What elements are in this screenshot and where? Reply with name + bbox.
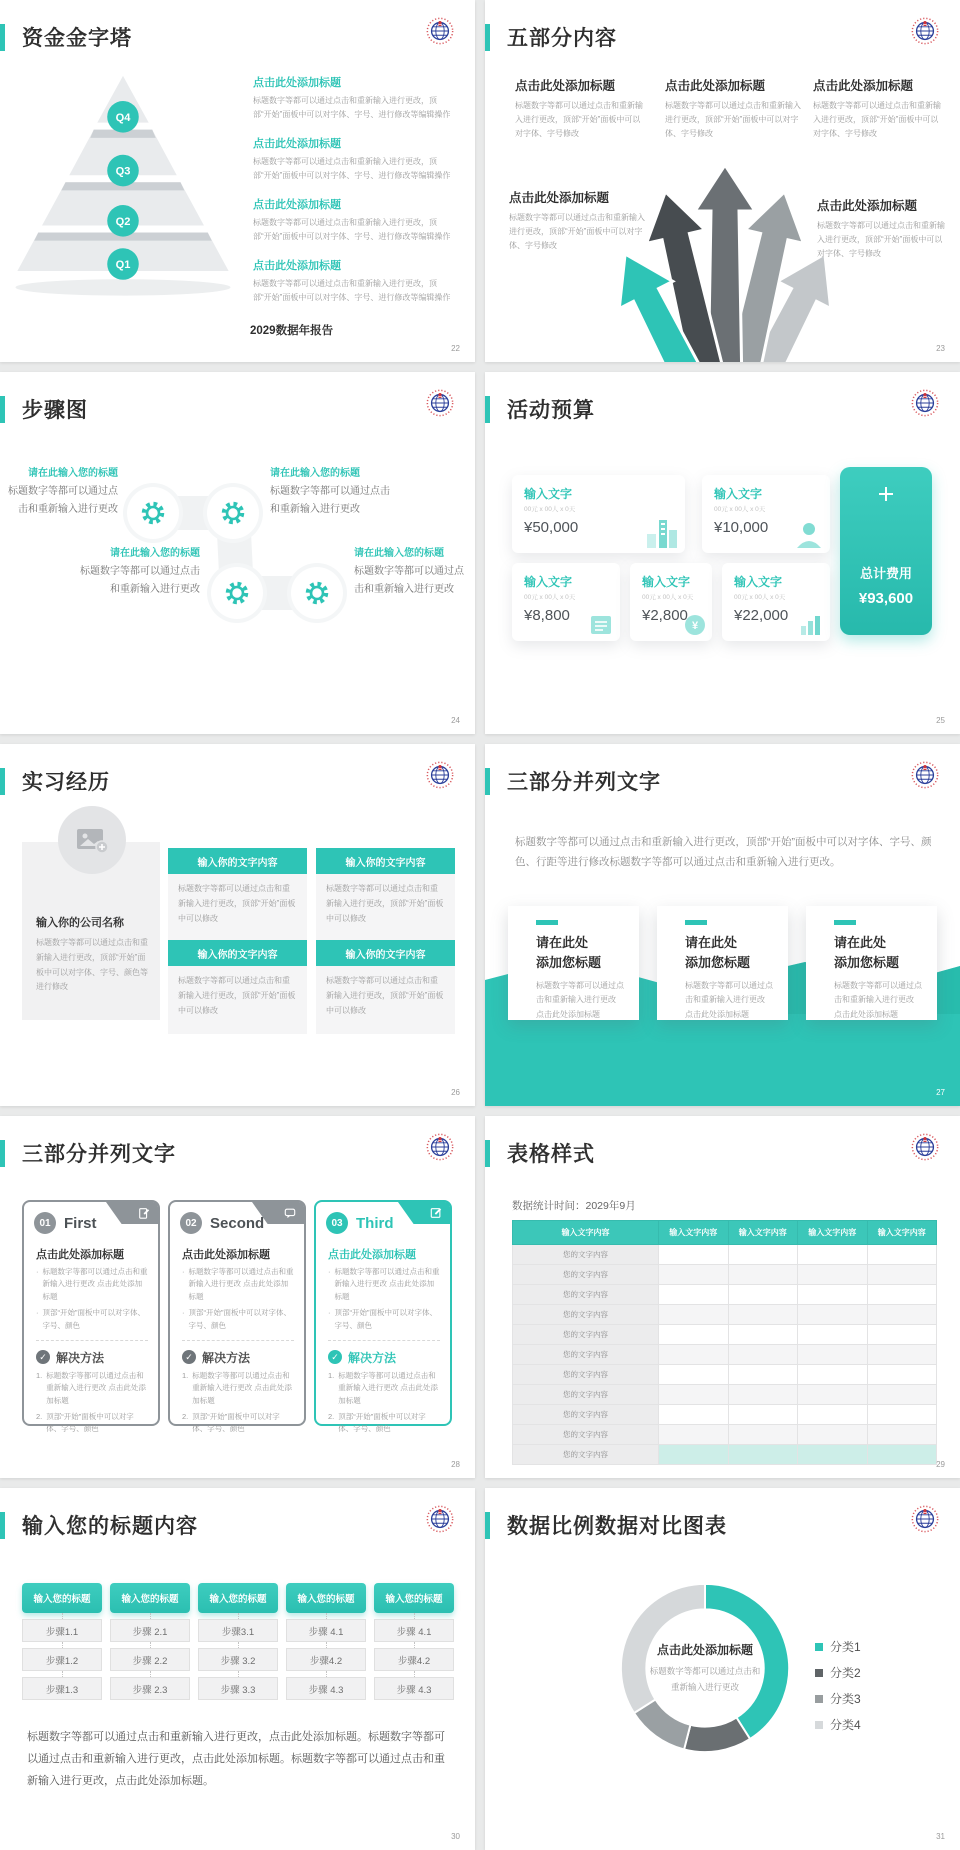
title-accent-bar (0, 24, 5, 51)
card-header: 输入你的文字内容 (316, 848, 455, 874)
card-title: 输入文字 (714, 487, 763, 501)
page-number: 24 (451, 716, 460, 725)
table-row (513, 1425, 937, 1445)
donut-center-title: 点击此处添加标题 (656, 1643, 753, 1658)
slide-footer-text: 2029数据年报告 (250, 325, 334, 337)
slide-29-table-style[interactable] (485, 1116, 960, 1478)
slide-22-funds-pyramid[interactable] (0, 0, 475, 362)
org-logo (910, 388, 940, 418)
card-number: 03 (326, 1212, 348, 1234)
card-number: 01 (34, 1212, 56, 1234)
table-row (513, 1245, 937, 1265)
block-body: 标题数字等都可以通过点击和重新输入进行更改 (270, 486, 390, 515)
table-row (513, 1405, 937, 1425)
title-accent-bar (485, 768, 490, 795)
page-number: 30 (451, 1832, 460, 1841)
card-title-line1: 请在此处 (685, 935, 738, 950)
company-name: 输入你的公司名称 (36, 917, 124, 929)
page-number: 22 (451, 344, 460, 353)
numbered-item: 标题数字等都可以通过点击和重新输入进行更改 点击此处添加标题 (46, 1370, 146, 1405)
divider (182, 1340, 294, 1341)
numbered-item: 顶部“开始”面板中可以对字体、字号、颜色 (192, 1412, 280, 1434)
donut-center-text (617, 1580, 793, 1756)
text-block (509, 188, 649, 253)
block-heading: 点击此处添加标题 (817, 199, 918, 213)
step-box: 步骤 4.3 (374, 1677, 454, 1700)
column-header-button[interactable]: 输入您的标题 (110, 1583, 190, 1613)
numbered-item: 标题数字等都可以通过点击和重新输入进行更改 点击此处添加标题 (192, 1370, 292, 1405)
block-heading: 点击此处添加标题 (515, 79, 616, 93)
row-label: 您的文字内容 (513, 1345, 659, 1365)
card-heading: 点击此处添加标题 (182, 1249, 270, 1261)
total-cost-card (840, 467, 932, 635)
text-block (253, 74, 455, 121)
card-header: 输入你的文字内容 (168, 848, 307, 874)
block-body: 标题数字等都可以通过点击和重新输入进行更改 (80, 566, 200, 595)
legend-item (815, 1664, 861, 1681)
block-heading: 点击此处添加标题 (253, 199, 341, 211)
text-card (316, 848, 455, 942)
teal-dash (685, 920, 707, 925)
block-body: 标题数字等都可以通过点击和重新输入进行更改，顶部“开始”面板中可以对字体、字号修改 (509, 213, 645, 250)
legend-label: 分类4 (830, 1718, 861, 1732)
page-number: 26 (451, 1088, 460, 1097)
page-number: 25 (936, 716, 945, 725)
numbered-item: 顶部“开始”面板中可以对字体、字号、颜色 (46, 1412, 134, 1434)
text-block (72, 544, 200, 599)
step-column-5 (374, 1583, 454, 1700)
card-unit: 00元 x 00人 x 0天 (524, 594, 576, 601)
step-box: 步骤 2.2 (110, 1648, 190, 1671)
card-amount: ¥8,800 (524, 607, 570, 624)
title-accent-bar (485, 1140, 490, 1167)
block-body: 标题数字等都可以通过点击和重新输入进行更改 (354, 566, 464, 595)
budget-card (512, 475, 685, 553)
row-label: 您的文字内容 (513, 1425, 659, 1445)
page-title: 步骤图 (22, 399, 88, 422)
page-title: 资金金字塔 (22, 27, 132, 50)
block-heading: 请在此输入您的标题 (28, 468, 118, 479)
solution-heading: 解决方法 (202, 1350, 251, 1365)
bullet-item: 顶部“开始”面板中可以对字体、字号、颜色 (42, 1308, 145, 1330)
slide-30-steps-columns[interactable] (0, 1488, 475, 1850)
page-title: 实习经历 (22, 771, 110, 794)
slide-31-donut-chart[interactable] (485, 1488, 960, 1850)
block-heading: 点击此处添加标题 (253, 260, 341, 272)
col-header: 输入文字内容 (659, 1221, 729, 1245)
sparkle-icon (879, 487, 893, 501)
card-amount: ¥10,000 (714, 519, 769, 536)
card-name: Third (356, 1214, 394, 1232)
text-block (253, 135, 455, 182)
text-block (665, 76, 805, 141)
row-label: 您的文字内容 (513, 1385, 659, 1405)
slide-title-block (0, 22, 132, 52)
divider (36, 1340, 148, 1341)
legend-label: 分类1 (830, 1640, 861, 1654)
step-column-2 (110, 1583, 190, 1700)
avatar (58, 806, 126, 874)
table-header-row (513, 1221, 937, 1245)
table-subtitle: 数据统计时间：2029年9月 (512, 1200, 636, 1212)
block-heading: 点击此处添加标题 (665, 79, 766, 93)
row-label: 您的文字内容 (513, 1285, 659, 1305)
column-header-button[interactable]: 输入您的标题 (286, 1583, 366, 1613)
bullet-item: 顶部“开始”面板中可以对字体、字号、颜色 (188, 1308, 291, 1330)
card-title-line2: 添加您标题 (536, 954, 602, 970)
chart-legend (815, 1638, 861, 1742)
step-box: 步骤1.1 (22, 1619, 102, 1642)
title-accent-bar (0, 1512, 5, 1539)
block-body: 标题数字等都可以通过点击和重新输入进行更改，顶部“开始”面板中可以对字体、字号、进行修改等编辑操作 (253, 218, 451, 241)
step-box: 步骤 3.3 (198, 1677, 278, 1700)
page-title: 输入您的标题内容 (22, 1515, 198, 1538)
page-number: 27 (936, 1088, 945, 1097)
person-icon (794, 520, 824, 548)
bullet-item: 标题数字等都可以通过点击和重新输入进行更改 点击此处添加标题 (334, 1267, 440, 1301)
bullet-item: 标题数字等都可以通过点击和重新输入进行更改 点击此处添加标题 (42, 1267, 148, 1301)
block-heading: 点击此处添加标题 (253, 77, 341, 89)
donut-center-body: 标题数字等都可以通过点击和重新输入进行更改 (649, 1666, 761, 1692)
note-pencil-icon (430, 1207, 442, 1219)
card-title-line2: 添加您标题 (685, 954, 751, 970)
text-card (168, 848, 307, 942)
step-column-3 (198, 1583, 278, 1700)
step-box: 步骤1.3 (22, 1677, 102, 1700)
pyramid-level-q2: Q2 (115, 215, 131, 228)
step-box: 步骤 4.1 (374, 1619, 454, 1642)
card-amount: ¥22,000 (734, 607, 789, 624)
text-card (316, 940, 455, 1034)
text-card (657, 906, 788, 1020)
card-corner-tab (398, 1202, 450, 1224)
step-column-4 (286, 1583, 366, 1700)
budget-card (722, 563, 830, 641)
org-logo (910, 1132, 940, 1162)
block-body: 标题数字等都可以通过点击和重新输入进行更改，顶部“开始”面板中可以对字体、字号修改 (813, 101, 941, 138)
step-box: 步骤 2.3 (110, 1677, 190, 1700)
check-icon: ✓ (36, 1350, 50, 1364)
text-block (354, 544, 468, 599)
page-title: 表格样式 (507, 1143, 595, 1166)
text-block (515, 76, 647, 141)
legend-item (815, 1716, 861, 1733)
page-title: 五部分内容 (507, 27, 617, 50)
table-row (513, 1265, 937, 1285)
card-amount: ¥50,000 (524, 519, 579, 536)
card-title: 输入文字 (524, 487, 573, 501)
company-body: 标题数字等都可以通过点击和重新输入进行更改，顶部“开始”面板中可以对字体、字号、颜色等进行修改 (36, 938, 148, 992)
page-title: 三部分并列文字 (507, 771, 661, 794)
intro-paragraph: 标题数字等都可以通过点击和重新输入进行更改，顶部“开始”面板中可以对字体、字号、颜色、行距等进行修改标题数字等都可以通过点击和重新输入进行更改。 (515, 836, 932, 869)
card-body: 标题数字等都可以通过点击和重新输入进行更改 点击此处添加标题 (834, 981, 922, 1019)
step-card-second: 02 Second 点击此处添加标题 · 标题数字等都可以通过点击和重新输入进行更改 点击此处添加标题 · 顶部“开始”面板中可以对字体、字号、颜色 ✓ 解决方法 1. 标题数字等都可以通过点击和重新输入进行更改 点击此处添加标题 2. 顶部“开始”面板中可以对字体、字号、颜色 (168, 1200, 306, 1426)
table-row (513, 1325, 937, 1345)
legend-label: 分类3 (830, 1692, 861, 1706)
card-corner-tab (106, 1202, 158, 1224)
row-label: 您的文字内容 (513, 1365, 659, 1385)
org-logo (910, 16, 940, 46)
card-heading: 点击此处添加标题 (328, 1249, 416, 1261)
image-plus-icon (75, 826, 109, 854)
buildings-icon (645, 518, 679, 548)
table-row (513, 1345, 937, 1365)
text-card (806, 906, 937, 1020)
table-row (513, 1385, 937, 1405)
footer-paragraph: 标题数字等都可以通过点击和重新输入进行更改，点击此处添加标题。标题数字等都可以通过点击和重新输入进行更改，点击此处添加标题。标题数字等都可以通过点击和重新输入进行更改，点击此处添加标题。 (27, 1731, 445, 1787)
card-title-line2: 添加您标题 (834, 954, 900, 970)
org-logo (425, 16, 455, 46)
card-unit: 00元 x 00人 x 0天 (734, 594, 786, 601)
step-column-1 (22, 1583, 102, 1700)
slide-27-three-parts-wave[interactable] (485, 744, 960, 1106)
chart-icon (798, 614, 824, 636)
card-header: 输入你的文字内容 (316, 940, 455, 966)
card-name: Second (210, 1214, 265, 1232)
block-heading: 请在此输入您的标题 (270, 468, 360, 479)
card-unit: 00元 x 00人 x 0天 (714, 506, 766, 513)
step-box: 步骤 3.2 (198, 1648, 278, 1671)
step-box: 步骤4.2 (374, 1648, 454, 1671)
legend-swatch (815, 1669, 823, 1677)
text-block (253, 257, 455, 304)
check-icon: ✓ (182, 1350, 196, 1364)
card-heading: 点击此处添加标题 (36, 1249, 124, 1261)
block-heading: 点击此处添加标题 (813, 79, 914, 93)
step-box: 步骤4.2 (286, 1648, 366, 1671)
table-row (513, 1365, 937, 1385)
step-box: 步骤1.2 (22, 1648, 102, 1671)
page-number: 31 (936, 1832, 945, 1841)
text-block (817, 196, 949, 261)
numbered-item: 标题数字等都可以通过点击和重新输入进行更改 点击此处添加标题 (338, 1370, 438, 1405)
card-name: First (64, 1214, 97, 1232)
text-block (813, 76, 943, 141)
row-label: 您的文字内容 (513, 1325, 659, 1345)
step-box: 步骤 4.3 (286, 1677, 366, 1700)
page-title: 活动预算 (507, 399, 595, 422)
block-body: 标题数字等都可以通过点击和重新输入进行更改，顶部“开始”面板中可以对字体、字号修改 (515, 101, 643, 138)
pyramid-level-q4: Q4 (115, 111, 131, 124)
svg-text:¥: ¥ (691, 620, 699, 632)
block-body: 标题数字等都可以通过点击和重新输入进行更改，顶部“开始”面板中可以对字体、字号修改 (817, 221, 945, 258)
page-number: 28 (451, 1460, 460, 1469)
legend-swatch (815, 1721, 823, 1729)
card-body: 标题数字等都可以通过点击和重新输入进行更改，顶部“开始”面板中可以修改 (316, 966, 455, 1034)
title-accent-bar (0, 768, 5, 795)
card-title-line1: 请在此处 (536, 935, 589, 950)
block-body: 标题数字等都可以通过点击和重新输入进行更改 (8, 486, 118, 515)
chat-bubble-icon (284, 1207, 296, 1219)
pyramid-level-q1: Q1 (115, 259, 131, 272)
row-label: 您的文字内容 (513, 1405, 659, 1425)
clipboard-pencil-icon (138, 1207, 150, 1219)
card-unit: 00元 x 00人 x 0天 (524, 506, 576, 513)
card-body: 标题数字等都可以通过点击和重新输入进行更改 点击此处添加标题 (685, 981, 773, 1019)
title-accent-bar (485, 24, 490, 51)
divider (328, 1340, 440, 1341)
org-logo (425, 760, 455, 790)
block-body: 标题数字等都可以通过点击和重新输入进行更改，顶部“开始”面板中可以对字体、字号、进行修改等编辑操作 (253, 157, 451, 180)
total-amount: ¥93,600 (858, 590, 914, 607)
block-body: 标题数字等都可以通过点击和重新输入进行更改，顶部“开始”面板中可以对字体、字号、进行修改等编辑操作 (253, 96, 451, 119)
block-heading: 请在此输入您的标题 (354, 548, 444, 559)
legend-label: 分类2 (830, 1666, 861, 1680)
card-number: 02 (180, 1212, 202, 1234)
slide-28-three-parts-cards[interactable] (0, 1116, 475, 1478)
card-header: 输入你的文字内容 (168, 940, 307, 966)
teal-dash (834, 920, 856, 925)
step-box: 步骤 2.1 (110, 1619, 190, 1642)
org-logo (425, 1132, 455, 1162)
solution-heading: 解决方法 (56, 1350, 105, 1365)
solution-heading: 解决方法 (348, 1350, 397, 1365)
block-heading: 请在此输入您的标题 (110, 548, 200, 559)
col-header: 输入文字内容 (798, 1221, 868, 1245)
text-card (508, 906, 639, 1020)
block-body: 标题数字等都可以通过点击和重新输入进行更改，顶部“开始”面板中可以对字体、字号、进行修改等编辑操作 (253, 279, 451, 302)
card-body: 标题数字等都可以通过点击和重新输入进行更改 点击此处添加标题 (536, 981, 624, 1019)
block-body: 标题数字等都可以通过点击和重新输入进行更改，顶部“开始”面板中可以对字体、字号修改 (665, 101, 801, 138)
numbered-item: 顶部“开始”面板中可以对字体、字号、颜色 (338, 1412, 426, 1434)
step-box: 步骤3.1 (198, 1619, 278, 1642)
teal-dash (536, 920, 558, 925)
legend-swatch (815, 1643, 823, 1651)
page-number: 23 (936, 344, 945, 353)
slide-23-five-parts[interactable] (485, 0, 960, 362)
data-table (512, 1220, 937, 1465)
block-heading: 点击此处添加标题 (509, 191, 610, 205)
table-row-highlighted (513, 1445, 937, 1465)
bullet-item: 顶部“开始”面板中可以对字体、字号、颜色 (334, 1308, 437, 1330)
total-label: 总计费用 (859, 566, 912, 581)
legend-item (815, 1690, 861, 1707)
page-title: 数据比例数据对比图表 (507, 1515, 727, 1538)
block-heading: 点击此处添加标题 (253, 138, 341, 150)
pyramid-graphic (12, 70, 234, 298)
org-logo (910, 760, 940, 790)
column-header-button[interactable]: 输入您的标题 (374, 1583, 454, 1613)
card-title-line1: 请在此处 (834, 935, 887, 950)
card-body: 标题数字等都可以通过点击和重新输入进行更改，顶部“开始”面板中可以修改 (168, 966, 307, 1034)
table-row (513, 1305, 937, 1325)
title-accent-bar (485, 1512, 490, 1539)
org-logo (425, 1504, 455, 1534)
column-header-button[interactable]: 输入您的标题 (198, 1583, 278, 1613)
page-number: 29 (936, 1460, 945, 1469)
title-accent-bar (0, 1140, 5, 1167)
card-title: 输入文字 (734, 575, 783, 589)
row-label: 您的文字内容 (513, 1265, 659, 1285)
step-box: 步骤 4.1 (286, 1619, 366, 1642)
title-accent-bar (485, 396, 490, 423)
document-icon (588, 614, 614, 636)
check-icon: ✓ (328, 1350, 342, 1364)
row-label: 您的文字内容 (513, 1245, 659, 1265)
col-header: 输入文字内容 (728, 1221, 798, 1245)
row-label: 您的文字内容 (513, 1305, 659, 1325)
budget-card (512, 563, 620, 641)
card-unit: 00元 x 00人 x 0天 (642, 594, 694, 601)
budget-card (702, 475, 830, 553)
slide-25-budget[interactable] (485, 372, 960, 734)
card-body: 标题数字等都可以通过点击和重新输入进行更改，顶部“开始”面板中可以修改 (168, 874, 307, 942)
step-card-first: 01 First 点击此处添加标题 · 标题数字等都可以通过点击和重新输入进行更改 点击此处添加标题 · 顶部“开始”面板中可以对字体、字号、颜色 ✓ 解决方法 1. 标题数字等都可以通过点击和重新输入进行更改 点击此处添加标题 2. 顶部“开始”面板中可以对字体、字号、颜色 (22, 1200, 160, 1426)
col-header: 输入文字内容 (867, 1221, 937, 1245)
col-header: 输入文字内容 (513, 1221, 659, 1245)
text-block (8, 464, 118, 519)
card-body: 标题数字等都可以通过点击和重新输入进行更改，顶部“开始”面板中可以修改 (316, 874, 455, 942)
bullet-item: 标题数字等都可以通过点击和重新输入进行更改 点击此处添加标题 (188, 1267, 294, 1301)
legend-swatch (815, 1695, 823, 1703)
pyramid-level-q3: Q3 (115, 165, 131, 178)
legend-item (815, 1638, 861, 1655)
money-icon (684, 614, 706, 636)
card-amount: ¥2,800 (642, 607, 688, 624)
table-row (513, 1285, 937, 1305)
column-header-button[interactable]: 输入您的标题 (22, 1583, 102, 1613)
step-card-third: 03 Third 点击此处添加标题 · 标题数字等都可以通过点击和重新输入进行更改 点击此处添加标题 · 顶部“开始”面板中可以对字体、字号、颜色 ✓ 解决方法 1. 标题数字等都可以通过点击和重新输入进行更改 点击此处添加标题 2. 顶部“开始”面板中可以对字体、字号、颜色 (314, 1200, 452, 1426)
page-title: 三部分并列文字 (22, 1143, 176, 1166)
card-title: 输入文字 (524, 575, 573, 589)
card-title: 输入文字 (642, 575, 691, 589)
text-card (168, 940, 307, 1034)
slide-24-step-diagram[interactable] (0, 372, 475, 734)
org-logo (910, 1504, 940, 1534)
text-block (253, 196, 455, 243)
slide-26-internship[interactable] (0, 744, 475, 1106)
text-block (270, 464, 396, 519)
budget-card (630, 563, 712, 641)
row-label: 您的文字内容 (513, 1445, 659, 1465)
